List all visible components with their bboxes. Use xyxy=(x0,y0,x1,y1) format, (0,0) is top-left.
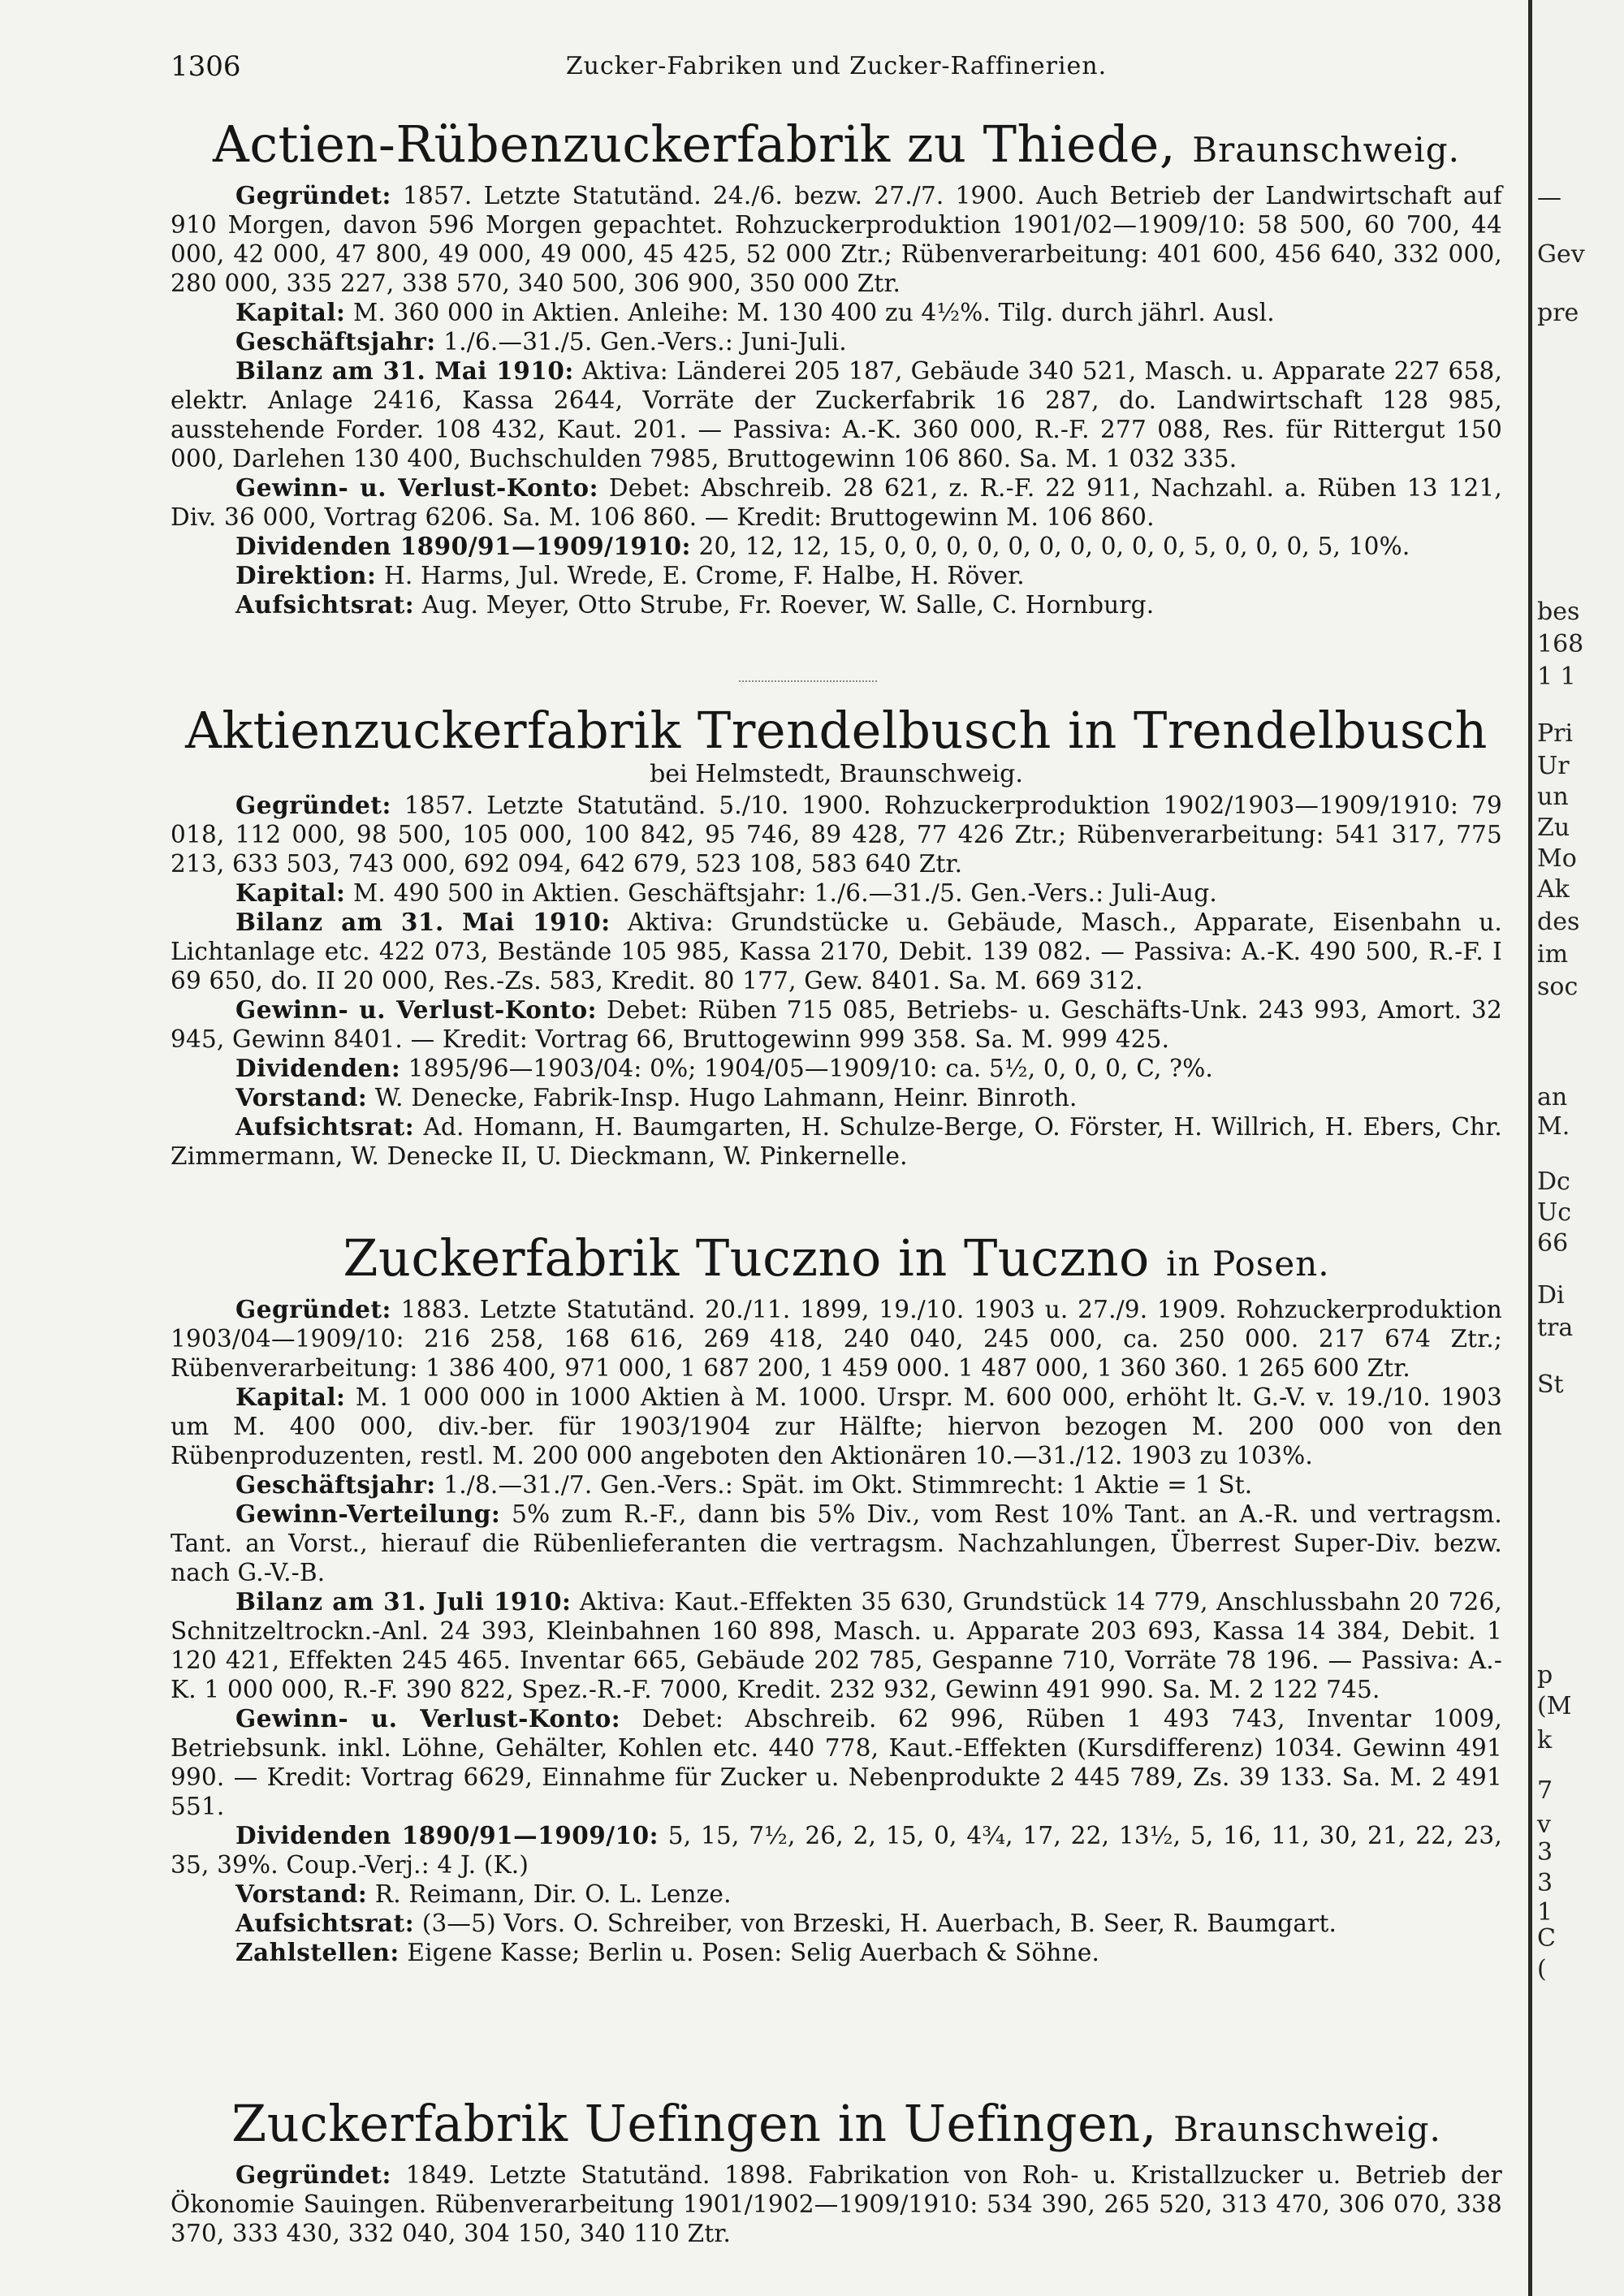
company-name: Zuckerfabrik Uefingen in Uefingen, xyxy=(231,2094,1157,2153)
entry-balance: Bilanz am 31. Mai 1910: Aktiva: Grundstücke u. Gebäude, Masch., Apparate, Eisenbahn u. Lichtanlage etc. 422 073, Bestände 105 985, Kassa 2170, Debit. 139 082. — Passiva: A.-K. 490 500, R.-F. I 69 650, do. II 20 000, Res.-Zs. 583, Kredit. 80 177, Gew. 8401. Sa. M. 669 312. xyxy=(171,908,1502,995)
company-location: in Posen. xyxy=(1166,1244,1330,1284)
adjacent-page-fragment: — xyxy=(1537,183,1561,212)
entry-balance: Bilanz am 31. Juli 1910: Aktiva: Kaut.-Effekten 35 630, Grundstück 14 779, Anschlussbahn 20 726, Schnitzeltrockn.-Anl. 24 393, Kleinbahnen 160 898, Masch. u. Apparate 203 693, Kassa 14 384, Debit. 1 120 421, Effekten 245 465. Inventar 665, Gebäude 202 785, Gespanne 710, Vorräte 78 196. — Passiva: A.-K. 1 000 000, R.-F. 390 822, Spez.-R.-F. 7000, Kredit. 232 932, Gewinn 491 990. Sa. M. 2 122 745. xyxy=(171,1587,1502,1703)
entry-supervisory-board: Aufsichtsrat: (3—5) Vors. O. Schreiber, von Brzeski, H. Auerbach, B. Seer, R. Baumgart. xyxy=(235,1909,1337,1937)
entry-capital: Kapital: M. 360 000 in Aktien. Anleihe: M. 130 400 zu 4½%. Tilg. durch jährl. Ausl. xyxy=(235,298,1275,326)
adjacent-page-fragment: 3 xyxy=(1537,1869,1553,1897)
adjacent-page-fragment: Ak xyxy=(1537,875,1570,904)
entry-balance: Bilanz am 31. Mai 1910: Aktiva: Länderei 205 187, Gebäude 340 521, Masch. u. Apparate 227 658, elektr. Anlage 2416, Kassa 2644, Vorräte der Zuckerfabrik 16 287, do. Landwirtschaft 128 985, ausstehende Forder. 108 432, Kaut. 201. — Passiva: A.-K. 360 000, R.-F. 277 088, Res. für Rittergut 150 000, Darlehen 130 400, Buchschulden 7985, Bruttogewinn 106 860. Sa. M. 1 032 335. xyxy=(171,356,1503,473)
entry-supervisory-board: Aufsichtsrat: Ad. Homann, H. Baumgarten, H. Schulze-Berge, O. Förster, H. Willrich, H. Ebers, Chr. Zimmermann, W. Denecke II, U. Dieckmann, W. Pinkernelle. xyxy=(171,1112,1503,1170)
company-name: Aktienzuckerfabrik Trendelbusch in Trendelbusch xyxy=(185,701,1488,760)
entry-founded: Gegründet: 1883. Letzte Statutänd. 20./11. 1899, 19./10. 1903 u. 27./9. 1909. Rohzuckerproduktion 1903/04—1909/10: 216 258, 168 616, 269 418, 240 040, 245 000, ca. 250 000. 217 674 Ztr.; Rübenverarbeitung: 1 386 400, 971 000, 1 687 200, 1 459 000. 1 487 000, 1 360 360. 1 265 600 Ztr. xyxy=(171,1295,1502,1382)
company-entry-trendelbusch xyxy=(171,700,1502,1171)
adjacent-page-fragment: Dc xyxy=(1537,1167,1570,1196)
entry-management: Direktion: H. Harms, Jul. Wrede, E. Crome, F. Halbe, H. Röver. xyxy=(235,561,1025,589)
adjacent-page-fragment: p xyxy=(1537,1661,1553,1690)
entry-paying-agents: Zahlstellen: Eigene Kasse; Berlin u. Posen: Selig Auerbach & Söhne. xyxy=(235,1938,1100,1966)
adjacent-page-fragment: Di xyxy=(1537,1281,1565,1310)
entry-dividends: Dividenden 1890/91—1909/1910: 20, 12, 12, 15, 0, 0, 0, 0, 0, 0, 0, 0, 0, 0, 5, 0, 0, 0, 5, 10%. xyxy=(235,532,1410,560)
entry-dividends: Dividenden: 1895/96—1903/04: 0%; 1904/05—1909/10: ca. 5½, 0, 0, 0, C, ?%. xyxy=(235,1054,1213,1082)
company-name: Actien-Rübenzuckerfabrik zu Thiede, xyxy=(213,114,1177,174)
entry-fiscal-year: Geschäftsjahr: 1./6.—31./5. Gen.-Vers.: Juni-Juli. xyxy=(235,327,847,356)
entry-profit-loss: Gewinn- u. Verlust-Konto: Debet: Rüben 715 085, Betriebs- u. Geschäfts-Unk. 243 993, Amort. 32 945, Gewinn 8401. — Kredit: Vortrag 66, Bruttogewinn 999 358. Sa. M. 999 425. xyxy=(171,995,1502,1053)
company-location: bei Helmstedt, Braunschweig. xyxy=(650,760,1023,788)
adjacent-page-fragment: ( xyxy=(1537,1955,1547,1983)
entry-supervisory-board: Aufsichtsrat: Aug. Meyer, Otto Strube, Fr. Roever, W. Salle, C. Hornburg. xyxy=(235,590,1155,619)
company-title xyxy=(171,2093,1502,2160)
adjacent-page-edge xyxy=(1528,0,1624,2296)
company-title xyxy=(171,114,1502,181)
adjacent-page-fragment: Uc xyxy=(1537,1198,1572,1227)
entry-profit-loss: Gewinn- u. Verlust-Konto: Debet: Abschreib. 28 621, z. R.-F. 22 911, Nachzahl. a. Rüben 13 121, Div. 36 000, Vortrag 6206. Sa. M. 106 860. — Kredit: Bruttogewinn M. 106 860. xyxy=(171,473,1503,531)
entry-founded: Gegründet: 1857. Letzte Statutänd. 5./10. 1900. Rohzuckerproduktion 1902/1903—1909/1910: 79 018, 112 000, 98 500, 105 000, 100 842, 95 746, 89 428, 77 426 Ztr.; Rübenverarbeitung: 541 317, 775 213, 633 503, 743 000, 692 094, 642 679, 523 108, 583 640 Ztr. xyxy=(171,791,1503,878)
adjacent-page-fragment: Pri xyxy=(1537,719,1574,748)
adjacent-page-fragment: 66 xyxy=(1537,1229,1569,1258)
adjacent-page-fragment: St xyxy=(1537,1370,1564,1399)
entry-board: Vorstand: W. Denecke, Fabrik-Insp. Hugo Lahmann, Heinr. Binroth. xyxy=(235,1083,1078,1111)
entry-profit-loss: Gewinn- u. Verlust-Konto: Debet: Abschreib. 62 996, Rüben 1 493 743, Inventar 1009, Betriebsunk. inkl. Löhne, Gehälter, Kohlen etc. 440 778, Kaut.-Effekten (Kursdifferenz) 1034. Gewinn 491 990. — Kredit: Vortrag 6629, Einnahme für Zucker u. Nebenprodukte 2 445 789, Zs. 39 133. Sa. M. 2 491 551. xyxy=(171,1704,1502,1820)
adjacent-page-fragment: un xyxy=(1537,783,1569,811)
company-location: Braunschweig. xyxy=(1192,130,1460,170)
company-title xyxy=(171,700,1502,762)
adjacent-page-fragment: tra xyxy=(1537,1314,1574,1342)
adjacent-page-fragment: M. xyxy=(1537,1112,1570,1141)
adjacent-page-fragment: im xyxy=(1537,940,1569,969)
page-number: 1306 xyxy=(171,50,241,83)
adjacent-page-fragment: pre xyxy=(1537,299,1579,327)
adjacent-page-fragment: (M xyxy=(1537,1692,1572,1720)
adjacent-page-fragment: bes xyxy=(1537,598,1580,626)
entry-capital: Kapital: M. 1 000 000 in 1000 Aktien à M. 1000. Urspr. M. 600 000, erhöht lt. G.-V. v. 19./10. 1903 um M. 400 000, div.-ber. für 1903/1904 zur Hälfte; hiervon bezogen M. 200 000 von den Rübenproduzenten, restl. M. 200 000 angeboten den Aktionären 10.—31./12. 1903 zu 103%. xyxy=(171,1383,1503,1470)
entry-board: Vorstand: R. Reimann, Dir. O. L. Lenze. xyxy=(235,1880,732,1908)
adjacent-page-fragment: 7 xyxy=(1537,1776,1553,1805)
adjacent-page-fragment: 168 xyxy=(1537,630,1584,658)
adjacent-page-fragment: 1 1 xyxy=(1537,662,1576,691)
entry-dividends: Dividenden 1890/91—1909/10: 5, 15, 7½, 26, 2, 15, 0, 4¾, 17, 22, 13½, 5, 16, 11, 30, 21, 22, 23, 35, 39%. Coup.-Verj.: 4 J. (K.) xyxy=(171,1821,1502,1879)
adjacent-page-fragment: Mo xyxy=(1537,844,1577,873)
entry-founded: Gegründet: 1857. Letzte Statutänd. 24./6. bezw. 27./7. 1900. Auch Betrieb der Landwirtschaft auf 910 Morgen, davon 596 Morgen gepachtet. Rohzuckerproduktion 1901/02—1909/10: 58 500, 60 700, 44 000, 42 000, 47 800, 49 000, 49 000, 45 425, 52 000 Ztr.; Rübenverarbeitung: 401 600, 456 640, 332 000, 280 000, 335 227, 338 570, 340 500, 306 900, 350 000 Ztr. xyxy=(171,181,1503,297)
adjacent-page-fragment: Zu xyxy=(1537,814,1570,842)
company-entry-thiede xyxy=(171,114,1502,619)
entry-fiscal-year: Geschäftsjahr: 1./8.—31./7. Gen.-Vers.: Spät. im Okt. Stimmrecht: 1 Aktie = 1 St. xyxy=(235,1470,1253,1499)
company-location: Braunschweig. xyxy=(1173,2109,1441,2149)
company-entry-tuczno xyxy=(171,1228,1502,1967)
section-divider xyxy=(739,680,877,682)
adjacent-page-fragment: 3 xyxy=(1537,1838,1553,1867)
running-title: Zucker-Fabriken und Zucker-Raffinerien. xyxy=(565,52,1108,80)
company-entry-uefingen xyxy=(171,2093,1502,2248)
adjacent-page-fragment: k xyxy=(1537,1726,1553,1754)
adjacent-page-fragment: v xyxy=(1537,1810,1551,1839)
adjacent-page-fragment: C xyxy=(1537,1924,1556,1953)
adjacent-page-fragment: 1 xyxy=(1537,1898,1553,1927)
entry-founded: Gegründet: 1849. Letzte Statutänd. 1898. Fabrikation von Roh- u. Kristallzucker u. Betrieb der Ökonomie Sauingen. Rübenverarbeitung 1901/1902—1909/1910: 534 390, 265 520, 313 470, 306 070, 338 370, 333 430, 332 040, 304 150, 340 110 Ztr. xyxy=(171,2160,1502,2247)
entry-capital: Kapital: M. 490 500 in Aktien. Geschäftsjahr: 1./6.—31./5. Gen.-Vers.: Juli-Aug. xyxy=(235,878,1217,907)
adjacent-page-fragment: an xyxy=(1537,1083,1568,1111)
company-name: Zuckerfabrik Tuczno in Tuczno xyxy=(343,1228,1150,1288)
adjacent-page-fragment: soc xyxy=(1537,973,1579,1001)
running-head xyxy=(171,50,1502,83)
adjacent-page-fragment: Gev xyxy=(1537,240,1585,269)
adjacent-page-fragment: des xyxy=(1537,908,1580,936)
entry-profit-distribution: Gewinn-Verteilung: 5% zum R.-F., dann bis 5% Div., vom Rest 10% Tant. an A.-R. und vertragsm. Tant. an Vorst., hierauf die Rübenlieferanten die vertragsm. Nachzahlungen, Überrest Super-Div. bezw. nach G.-V.-B. xyxy=(171,1500,1503,1586)
company-title xyxy=(171,1228,1502,1295)
adjacent-page-fragment: Ur xyxy=(1537,752,1570,780)
